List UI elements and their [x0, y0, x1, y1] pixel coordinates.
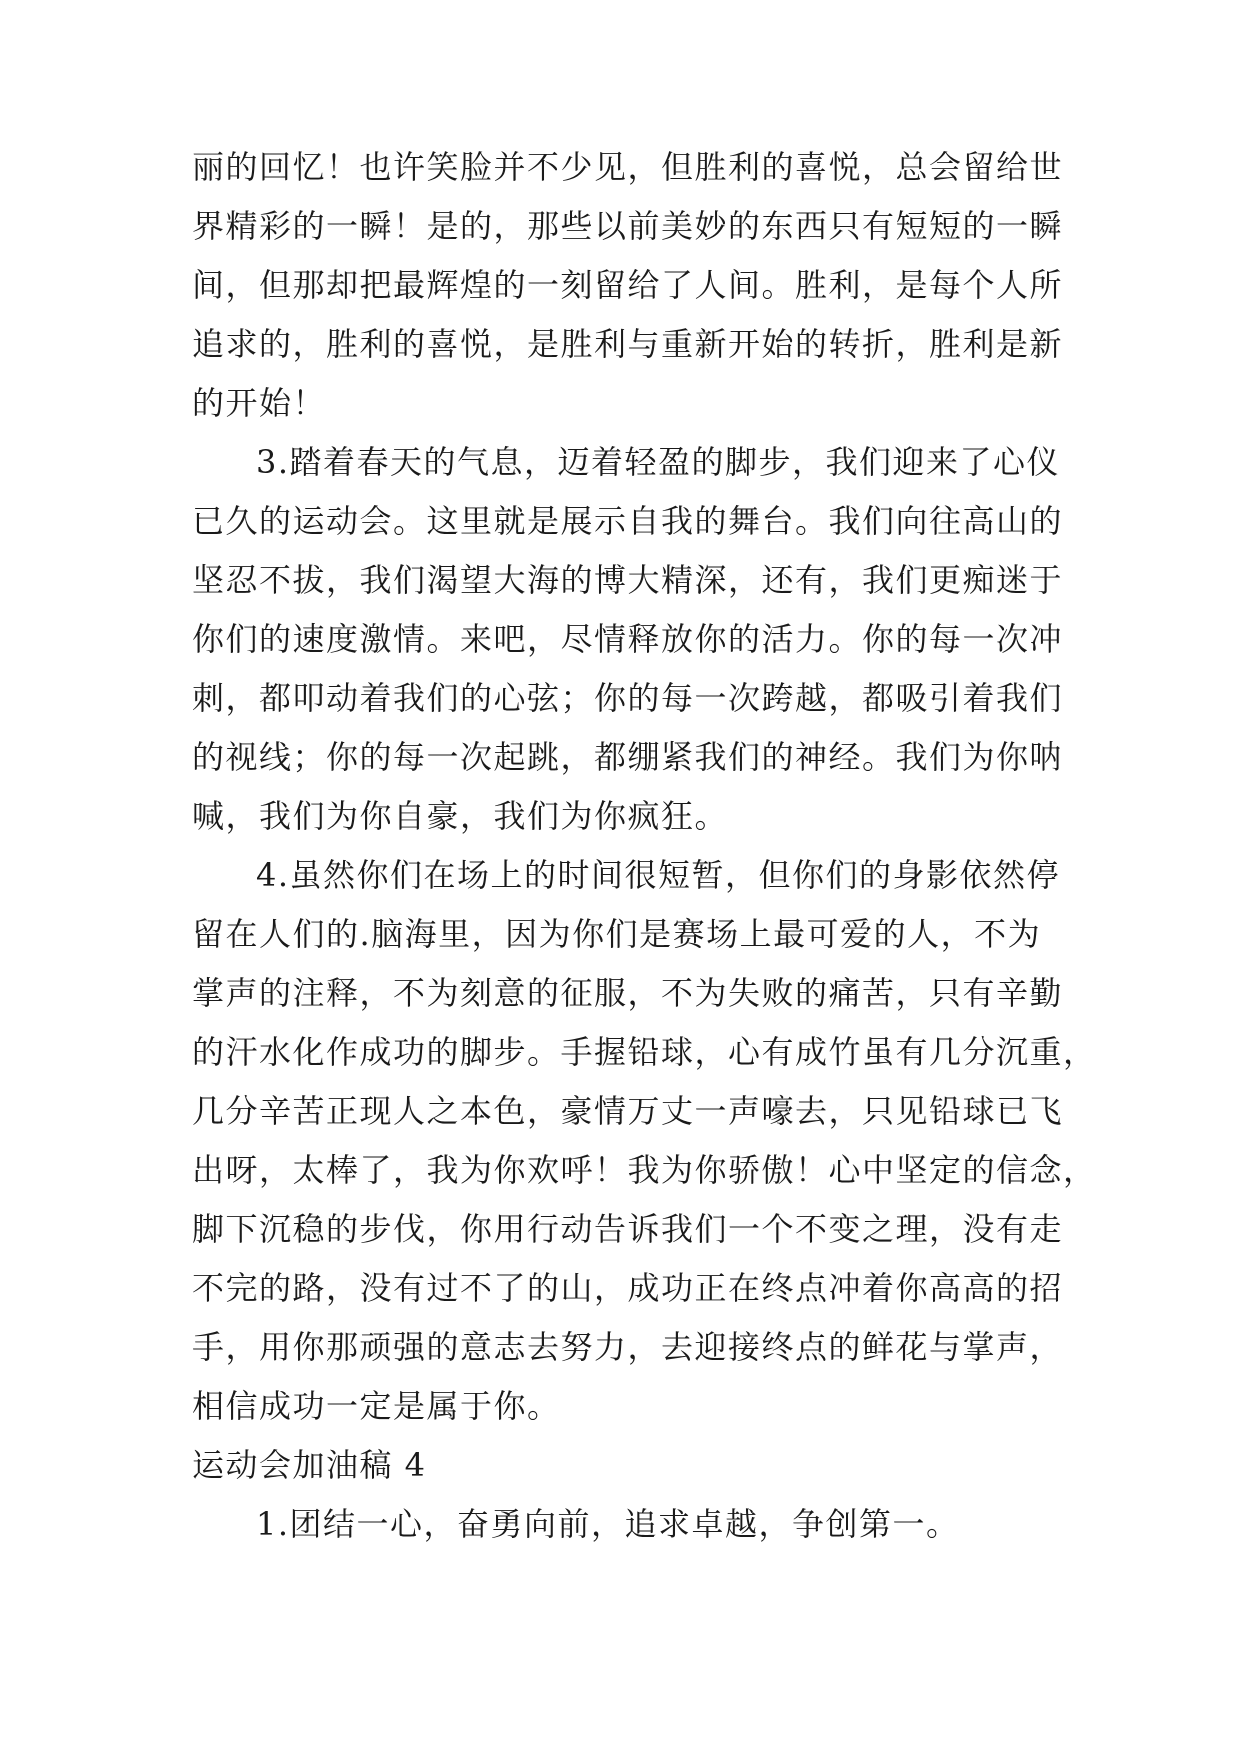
paragraph-start-line: 1.团结一心，奋勇向前，追求卓越，争创第一。	[256, 1505, 960, 1543]
section-heading: 运动会加油稿 4	[192, 1446, 427, 1484]
text-line: 脚下沉稳的步伐，你用行动告诉我们一个不变之理，没有走	[192, 1210, 1064, 1248]
paragraph-start-line: 4.虽然你们在场上的时间很短暂，但你们的身影依然停	[256, 856, 1061, 894]
text-line: 你们的速度激情。来吧，尽情释放你的活力。你的每一次冲	[192, 620, 1064, 658]
text-line: 的汗水化作成功的脚步。手握铅球，心有成竹虽有几分沉重，	[192, 1033, 1097, 1071]
text-line: 几分辛苦正现人之本色，豪情万丈一声嚎去，只见铅球已飞	[192, 1092, 1064, 1130]
text-line: 坚忍不拔，我们渴望大海的博大精深，还有，我们更痴迷于	[192, 561, 1064, 599]
text-line: 掌声的注释，不为刻意的征服，不为失败的痛苦，只有辛勤	[192, 974, 1064, 1012]
text-line: 留在人们的.脑海里，因为你们是赛场上最可爱的人，不为	[192, 915, 1042, 953]
text-line: 丽的回忆！也许笑脸并不少见，但胜利的喜悦，总会留给世	[192, 148, 1064, 186]
text-line: 的开始！	[192, 384, 327, 422]
text-line: 刺，都叩动着我们的心弦；你的每一次跨越，都吸引着我们	[192, 679, 1064, 717]
text-line: 间，但那却把最辉煌的一刻留给了人间。胜利，是每个人所	[192, 266, 1064, 304]
text-line: 追求的，胜利的喜悦，是胜利与重新开始的转折，胜利是新	[192, 325, 1064, 363]
text-line: 已久的运动会。这里就是展示自我的舞台。我们向往高山的	[192, 502, 1064, 540]
paragraph-start-line: 3.踏着春天的气息，迈着轻盈的脚步，我们迎来了心仪	[256, 443, 1061, 481]
text-line: 界精彩的一瞬！是的，那些以前美妙的东西只有短短的一瞬	[192, 207, 1064, 245]
text-line: 喊，我们为你自豪，我们为你疯狂。	[192, 797, 729, 835]
text-line: 的视线；你的每一次起跳，都绷紧我们的神经。我们为你呐	[192, 738, 1064, 776]
text-line: 手，用你那顽强的意志去努力，去迎接终点的鲜花与掌声，	[192, 1328, 1064, 1366]
text-line: 不完的路，没有过不了的山，成功正在终点冲着你高高的招	[192, 1269, 1064, 1307]
text-line: 出呀，太棒了，我为你欢呼！我为你骄傲！心中坚定的信念，	[192, 1151, 1097, 1189]
text-line: 相信成功一定是属于你。	[192, 1387, 561, 1425]
